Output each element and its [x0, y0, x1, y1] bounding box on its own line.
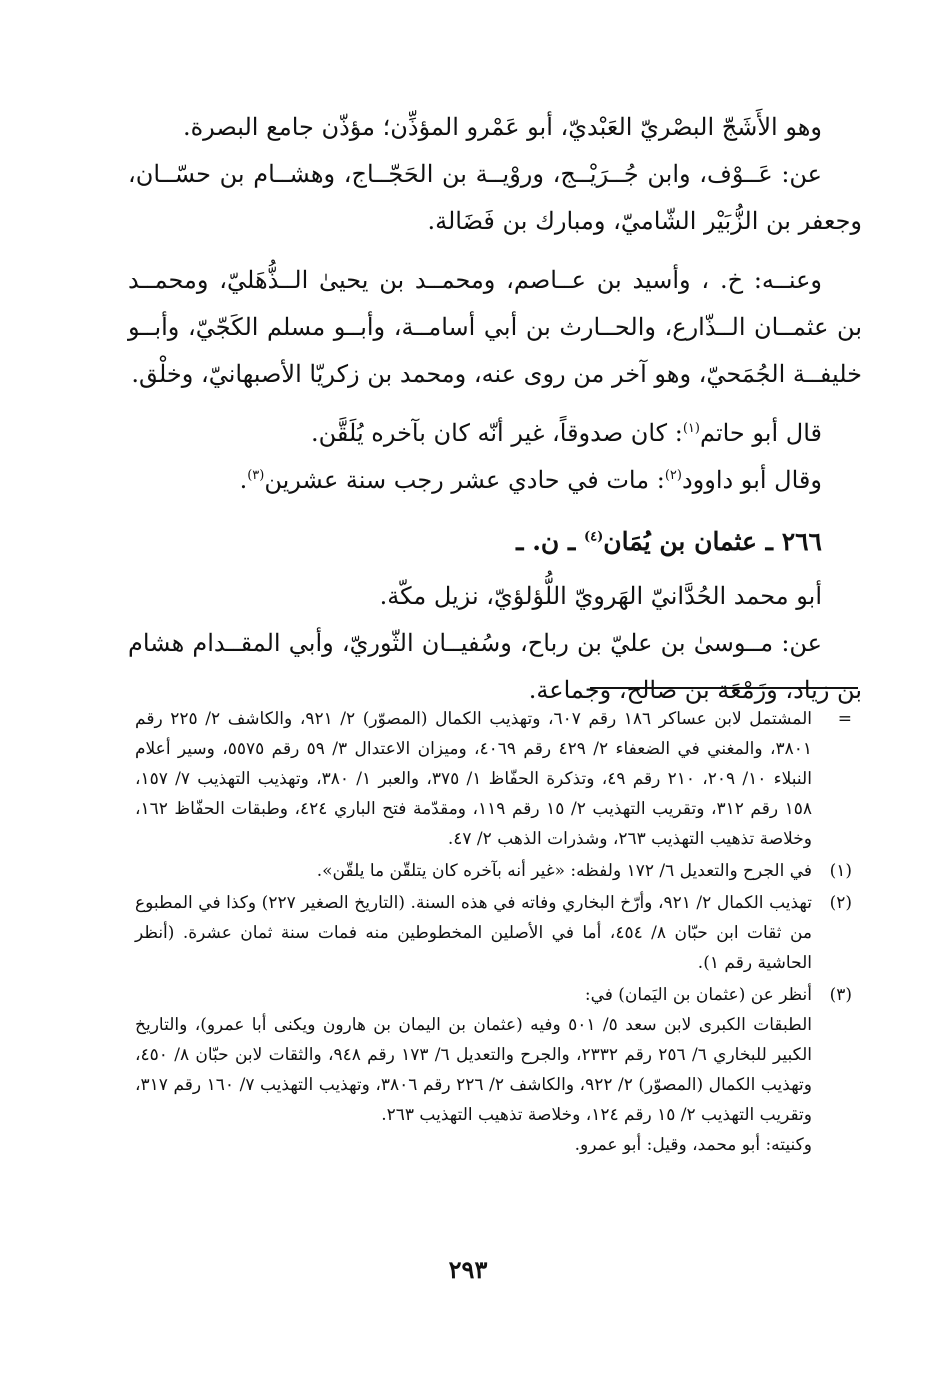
quote-text: : مات في حادي عشر رجب سنة عشرين [264, 466, 665, 494]
footnote-mark: (٣) [829, 985, 852, 1005]
footnote-text: الطبقات الكبرى لابن سعد ٥/ ٥٠١ وفيه (عثمان بن اليمان بن هارون ويكنى أبا عمرو)، والتاريخ الكبير للبخاري ٦/ ٢٥٦ رقم ٢٣٣٢، والجرح والتعديل ٦/ ١٧٣ رقم ٩٤٨، والثقات لابن حبّان ٨/ ٤٥٠، وتهذيب الكمال (المصوّر) ٢/ ٩٢٢، والكاشف ٢/ ٢٢٦ رقم ٣٨٠٦، وتهذيب التهذيب ٧/ ١٦٠ رقم ٣١٧، وتقريب التهذيب ٢/ ١٥ رقم ١٢٤، وخلاصة تذهيب التهذيب ٢٦٣. [135, 1015, 812, 1125]
footnote-text: تهذيب الكمال ٢/ ٩٢١، وأرّخ البخاري وفاته في هذه السنة. (التاريخ الصغير ٢٢٧) وكذا في المطبوع من ثقات ابن حبّان ٨/ ٤٥٤، أما في الأصلين المخطوطين منه فمات سنة ثمان عشرة. (أنظر الحاشية رقم ١). [135, 893, 813, 973]
footnote-ref: (٢) [664, 468, 682, 483]
footnote-mark: = [837, 709, 852, 729]
footnote-ref: (٤) [584, 529, 604, 545]
biography-paragraph: وهو الأَشَجّ البصْريّ العَبْديّ، أبو عَمْرو المؤذِّن؛ مؤذّن جامع البصرة. [182, 113, 822, 141]
abu-dawud-quote [128, 457, 862, 504]
teachers-paragraph: عن: مــوسىٰ بن عليّ بن رباح، وسُفيــان الثّوريّ، وأبي المقــدام هشام بن زياد، وزَمْعَة بن صالح، وجماعة. [128, 629, 862, 704]
abu-hatim-quote [128, 410, 862, 457]
footnote-mark: (٢) [829, 893, 852, 913]
quote-text: . [239, 466, 248, 494]
quote-text: وقال أبو داوود [681, 466, 822, 494]
footnote-divider [590, 687, 858, 689]
footnote-text: المشتمل لابن عساكر ١٨٦ رقم ٦٠٧، وتهذيب الكمال (المصوّر) ٢/ ٩٢١، والكاشف ٢/ ٢٢٥ رقم ٣٨٠١، والمغني في الضعفاء ٢/ ٤٢٩ رقم ٤٠٦٩، وميزان الاعتدال ٣/ ٥٩ رقم ٥٥٧٥، وسير أعلام النبلاء ١٠/ ٢٠٩، ٢١٠ رقم ٤٩، وتذكرة الحفّاظ ١/ ٣٧٥، والعبر ١/ ٣٨٠، وتهذيب التهذيب ٧/ ١٥٧، ١٥٨ رقم ٣١٢، وتقريب التهذيب ٢/ ١٥ رقم ١١٩، ومقدّمة فتح الباري ٤٢٤، وطبقات الحفّاظ ١٦٢، وخلاصة تذهيب التهذيب ٢٦٣، وشذرات الذهب ٢/ ٤٧. [135, 709, 813, 849]
footnote-ref: (١) [682, 421, 700, 436]
kunya-paragraph: أبو محمد الحُدَّانيّ الهَرويّ اللُّؤلؤيّ، نزيل مكّة. [379, 582, 822, 610]
footnotes [135, 704, 852, 1162]
main-text [128, 104, 862, 714]
footnote-1 [135, 856, 852, 886]
footnote-text: في الجرح والتعديل ٦/ ١٧٢ ولفظه: «غير أنه بآخره كان يتلقّن ما يلقّن». [316, 861, 812, 881]
footnote-3 [135, 980, 852, 1160]
footnote-text: وكنيته: أبو محمد، وقيل: أبو عمرو. [574, 1135, 812, 1155]
entry-heading-text: ٢٦٦ ـ عثمان بن يُمَان [603, 527, 822, 556]
footnote-2 [135, 888, 852, 978]
footnote-ref: (٣) [247, 468, 265, 483]
footnote-mark: (١) [829, 861, 852, 881]
students-paragraph: وعنــه: خ. ، وأسيد بن عــاصم، ومحمــد بن يحيىٰ الــذُّهَليّ، ومحمــد بن عثمــان الــذّارع، والحــارث بن أبي أسامــة، وأبــو مسلم الكَجّيّ، وأبــو خليفــة الجُمَحيّ، وهو آخر من روى عنه، ومحمد بن زكريّا الأصبهانيّ، وخلْق. [128, 266, 862, 388]
teachers-paragraph: عن: عَــوْف، وابن جُــرَيْــج، وروْيــة بن الحَجّــاج، وهشــام بن حسّــان، وجعفر بن الزُّبَيْر الشّاميّ، ومبارك بن فَضَالة. [128, 160, 862, 235]
quote-text: قال أبو حاتم [699, 419, 822, 447]
entry-heading [128, 518, 862, 565]
page-number: ٢٩٣ [448, 1255, 488, 1284]
footnote-continuation [135, 704, 852, 854]
entry-heading-text: ـ ن. ـ [516, 527, 584, 556]
quote-text: : كان صدوقاً، غير أنّه كان بآخره يُلَقَّن. [310, 419, 683, 447]
footnote-text: أنظر عن (عثمان بن اليَمان) في: [584, 985, 812, 1005]
